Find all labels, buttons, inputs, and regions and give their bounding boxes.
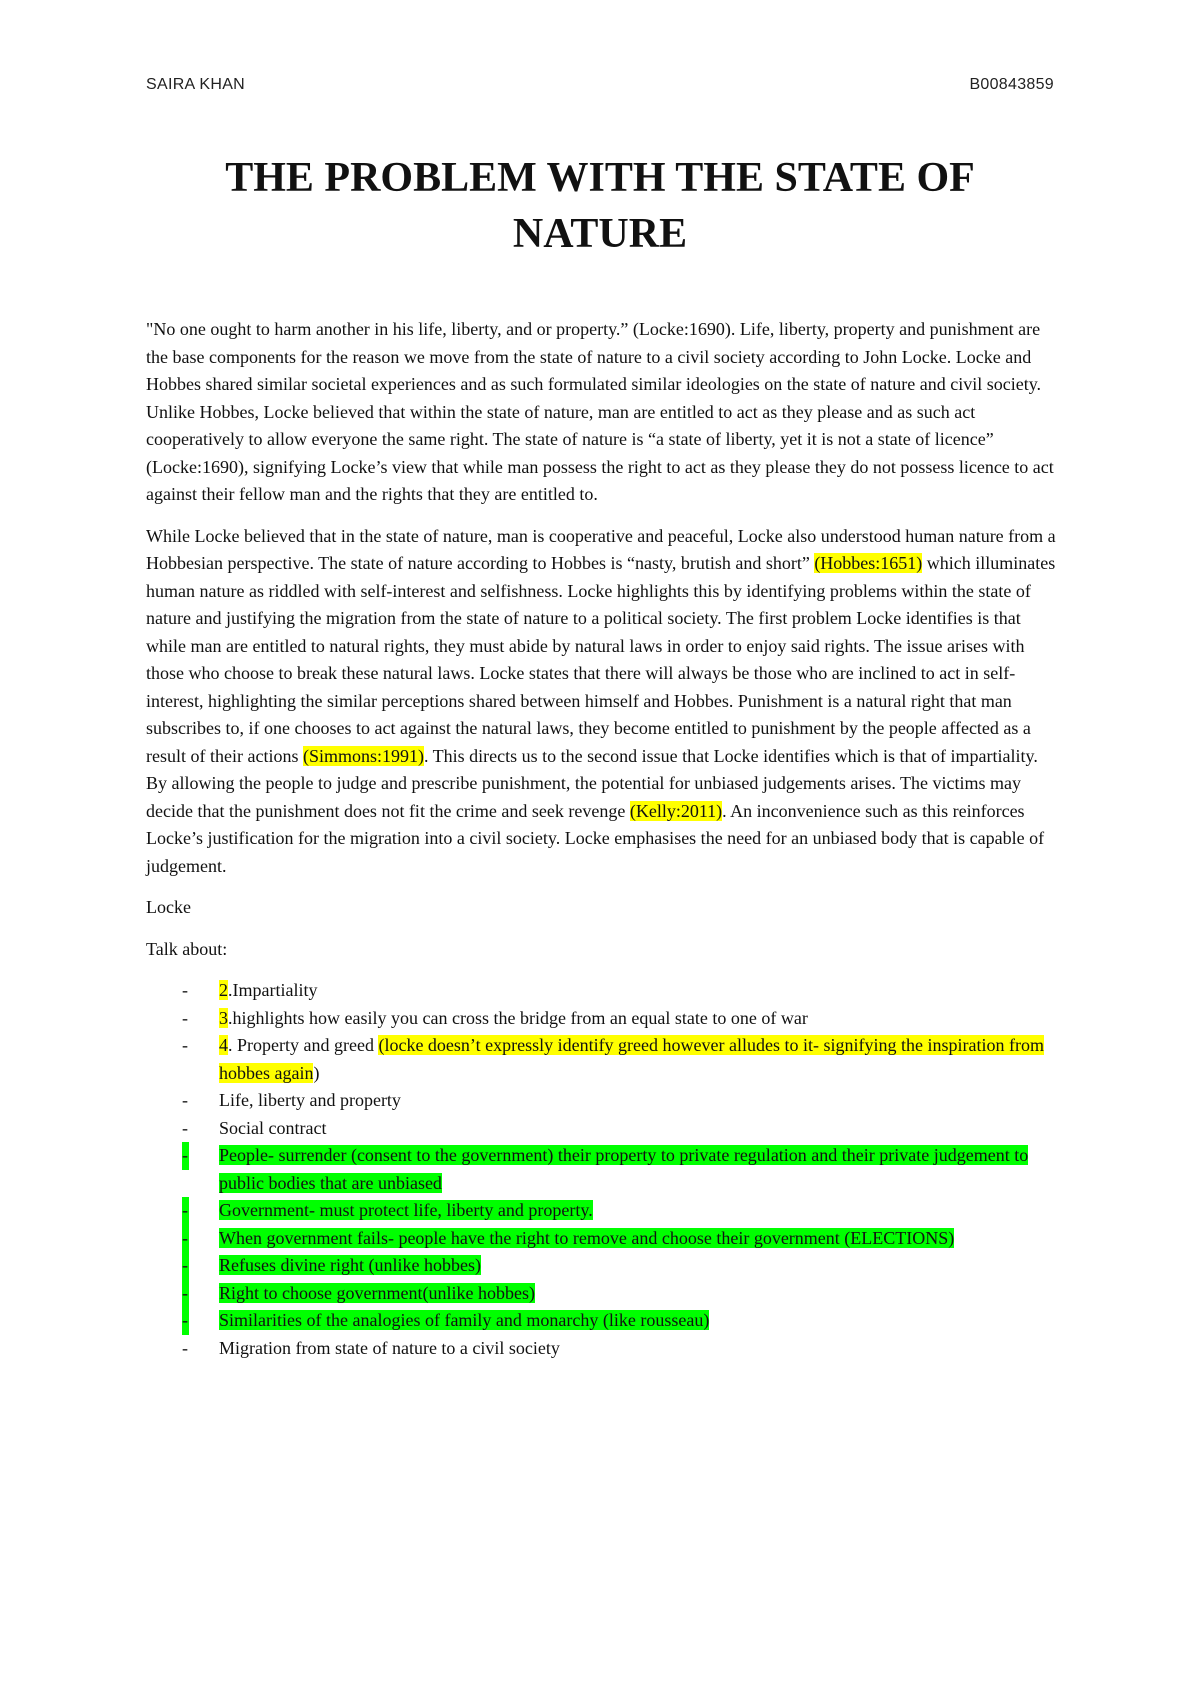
paragraph-2-part-2: which illuminates human nature as riddled with self-interest and selfishness. Locke highlights this by identifying problems within the state of nature and justifying the migration from the state of nature to a political society. The first problem Locke identifies is that while man are entitled to natural rights, they must abide by natural laws in order to enjoy said rights. The issue arises with those who choose to break these natural laws. Locke states that there will always be those who are inclined to act in self-interest, highlighting the similar perceptions shared between himself and Hobbes. Punishment is a natural right that man subscribes to, if one chooses to act against the natural laws, they become entitled to punishment by the people affected as a result of their actions (146, 553, 1056, 766)
list-dash: - (182, 1225, 189, 1253)
note-text: When government fails- people have the right to remove and choose their government (ELECTIONS) (219, 1227, 955, 1248)
paragraph-2-part-3: . This directs us to the second issue that Locke identifies which is that of impartiality. By allowing the people to judge and prescribe punishment, the potential for unbiased judgements arises. The victims may decide that the punishment does not fit the crime and seek revenge (146, 745, 1038, 821)
citation-simmons: (Simmons:1991) (302, 745, 424, 766)
citation-hobbes: (Hobbes:1651) (814, 553, 923, 573)
note-text: Government- must protect life, liberty and property. (219, 1200, 593, 1220)
note-item-government (146, 1197, 1056, 1225)
note-highlight: (locke doesn’t expressly identify greed however alludes to it- signifying the inspiration from hobbes again (219, 1035, 1044, 1083)
page-header (146, 76, 1054, 94)
talk-about-label: Talk about: (146, 938, 228, 959)
note-item-war (146, 1005, 1056, 1033)
note-number: 4 (219, 1035, 228, 1055)
paragraph-2-part-4: . An inconvenience such as this reinforces Locke’s justification for the migration into a civil society. Locke emphasises the need for an unbiased body that is capable of judgement. (146, 800, 1045, 876)
note-text: People- surrender (consent to the government) their property to private regulation and their private judgement to public bodies that are unbiased (219, 1145, 1029, 1193)
list-dash: - (182, 1117, 188, 1138)
list-dash: - (182, 1307, 189, 1335)
note-item-impartiality (146, 977, 1056, 1005)
note-text: .highlights how easily you can cross the bridge from an equal state to one of war (228, 1007, 808, 1028)
author-name: SAIRA KHAN (146, 76, 246, 93)
list-dash: - (182, 980, 188, 1000)
list-dash: - (182, 1035, 188, 1055)
note-text: Right to choose government(unlike hobbes) (219, 1282, 535, 1303)
list-dash: - (182, 1197, 189, 1225)
paragraph-2 (146, 523, 1056, 881)
list-dash: - (182, 1090, 188, 1110)
note-item-divine-right (146, 1252, 1056, 1280)
note-item-life-liberty (146, 1087, 1056, 1115)
note-item-choose-government (146, 1280, 1056, 1308)
note-item-people (146, 1142, 1056, 1197)
student-id: B00843859 (969, 76, 1054, 93)
note-item-social-contract (146, 1115, 1056, 1143)
note-text: .Impartiality (228, 980, 318, 1000)
note-item-government-fails (146, 1225, 1056, 1253)
list-dash: - (182, 1252, 189, 1280)
document-body (146, 316, 1056, 1362)
note-text: . Property and greed (228, 1035, 379, 1055)
note-text: Social contract (219, 1117, 327, 1138)
list-dash: - (182, 1337, 188, 1358)
citation-kelly: (Kelly:2011) (629, 800, 723, 821)
document-title: THE PROBLEM WITH THE STATE OF NATURE (225, 155, 975, 257)
note-item-property-greed (146, 1032, 1056, 1087)
paragraph-2-part-1: While Locke believed that in the state of nature, man is cooperative and peaceful, Locke also understood human nature from a Hobbesian perspective. The state of nature according to Hobbes is “nasty, brutish and short” (146, 525, 1056, 573)
note-text: Migration from state of nature to a civil society (219, 1337, 560, 1358)
list-dash: - (182, 1280, 189, 1308)
note-number: 2 (219, 980, 228, 1000)
locke-label: Locke (146, 897, 191, 917)
note-text: Life, liberty and property (219, 1090, 401, 1110)
note-text: Refuses divine right (unlike hobbes) (219, 1255, 481, 1275)
note-item-migration (146, 1335, 1056, 1363)
list-dash: - (182, 1142, 189, 1170)
note-text: Similarities of the analogies of family and monarchy (like rousseau) (219, 1310, 710, 1330)
note-item-family-monarchy (146, 1307, 1056, 1335)
list-dash: - (182, 1007, 188, 1028)
paragraph-1: "No one ought to harm another in his life, liberty, and or property.” (Locke:1690). Life, liberty, property and punishment are the base components for the reason we move from the state of nature to a civil society according to John Locke. Locke and Hobbes shared similar societal experiences and as such formulated similar ideologies on the state of nature and civil society. Unlike Hobbes, Locke believed that within the state of nature, man are entitled to act as they please and as such act cooperatively to allow everyone the same right. The state of nature is “a state of liberty, yet it is not a state of licence” (Locke:1690), signifying Locke’s view that while man possess the right to act as they please they do not possess licence to act against their fellow man and the rights that they are entitled to. (146, 319, 1054, 504)
note-number: 3 (219, 1007, 228, 1028)
notes-list (146, 977, 1056, 1362)
note-text-tail: ) (313, 1062, 320, 1083)
